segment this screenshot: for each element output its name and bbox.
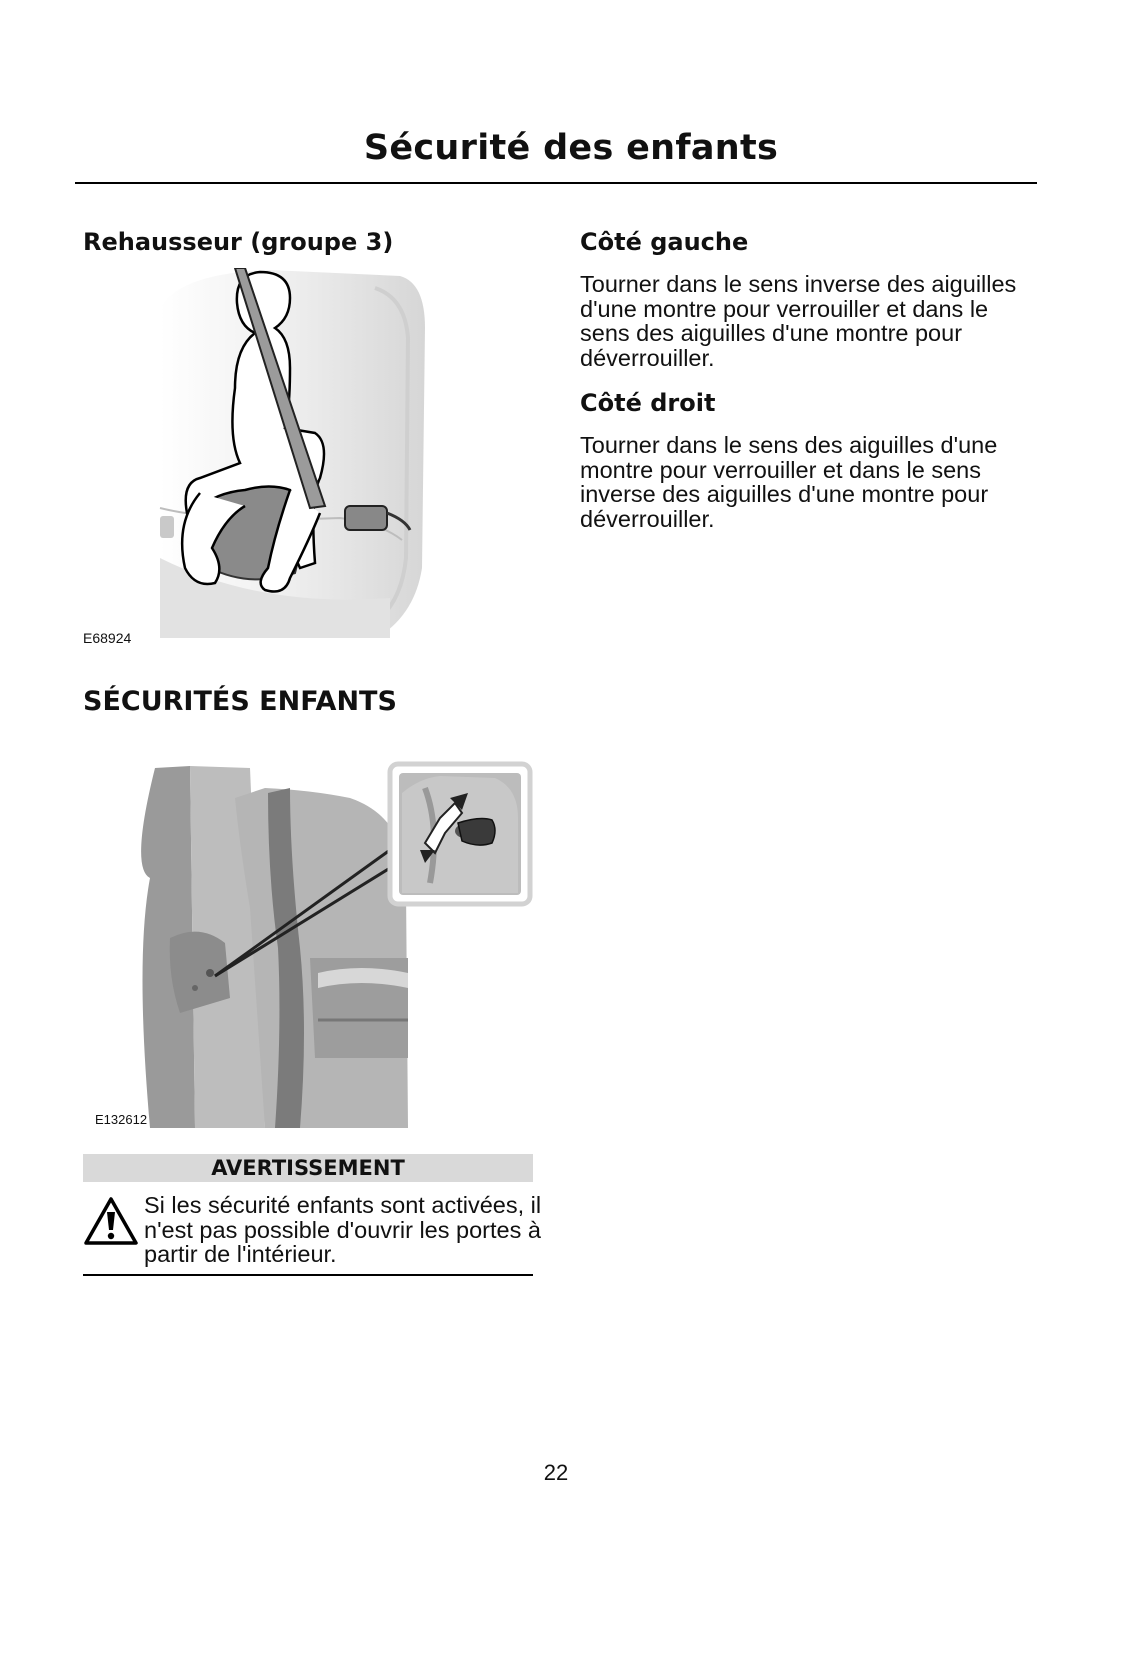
warning-text: Si les sécurité enfants sont activées, il n'est pas possible d'ouvrir les portes à partir de l'intérieur. <box>144 1192 542 1267</box>
left-side-heading: Côté gauche <box>580 228 749 256</box>
page-number: 22 <box>543 1460 569 1485</box>
booster-seat-illustration <box>140 268 430 638</box>
left-side-text: Tourner dans le sens inverse des aiguilles d'une montre pour verrouiller et dans le sens des aiguilles d'une montre pour déverrouiller. <box>580 271 1017 371</box>
child-lock-figure-code: E132612 <box>95 1112 148 1127</box>
booster-figure-code: E68924 <box>83 630 132 646</box>
right-side-text: Tourner dans le sens des aiguilles d'une montre pour verrouiller et dans le sens inverse des aiguilles d'une montre pour déverrouiller. <box>580 432 998 532</box>
child-lock-door-illustration <box>90 758 538 1128</box>
child-locks-heading: SÉCURITÉS ENFANTS <box>83 686 397 717</box>
page-title: Sécurité des enfants <box>363 128 779 168</box>
warning-triangle-icon <box>83 1196 139 1246</box>
booster-heading: Rehausseur (groupe 3) <box>83 228 394 256</box>
warning-divider <box>83 1274 533 1276</box>
right-side-heading: Côté droit <box>580 389 716 417</box>
warning-label: AVERTISSEMENT <box>83 1154 533 1182</box>
title-divider <box>75 182 1037 184</box>
